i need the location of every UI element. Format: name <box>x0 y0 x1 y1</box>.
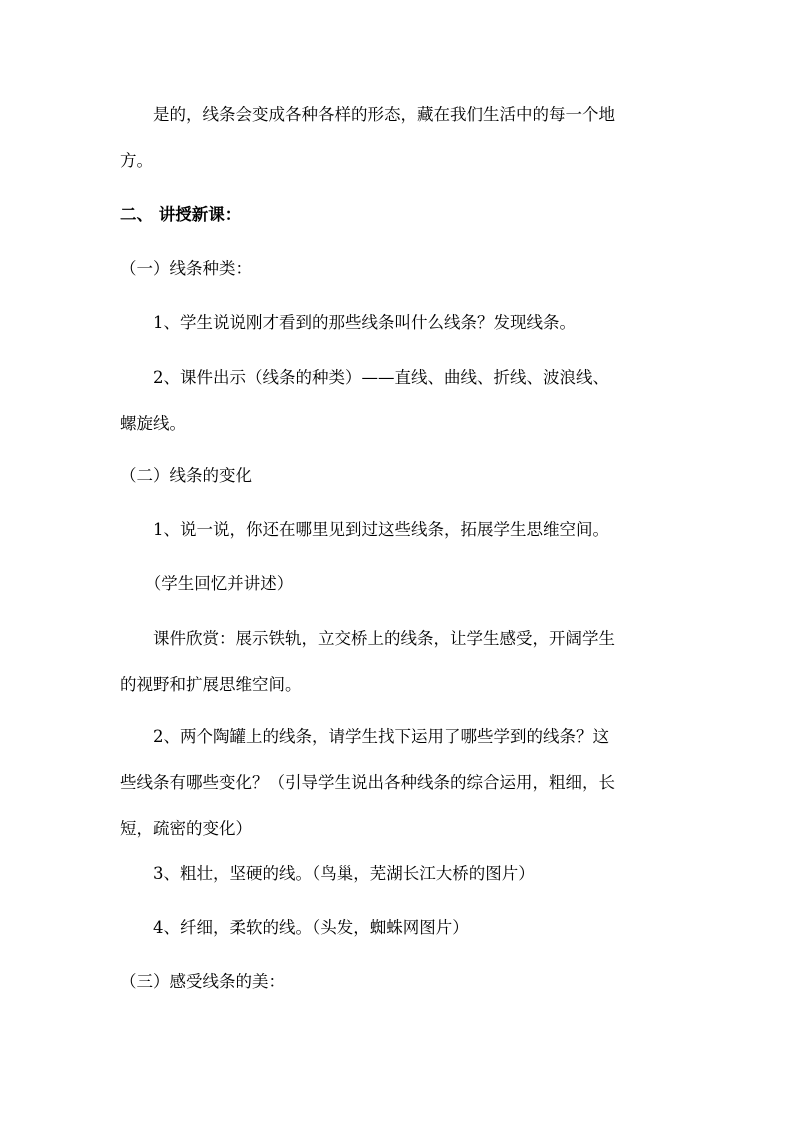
text-line: 课件欣赏：展示铁轨，立交桥上的线条，让学生感受，开阔学生 <box>120 629 615 648</box>
paragraph-item-2 <box>120 355 678 447</box>
text-line: 些线条有哪些变化？（引导学生说出各种线条的综合运用，粗细，长 <box>120 773 615 792</box>
paragraph-say-1 <box>120 507 678 553</box>
subsection-heading-line-beauty <box>120 959 678 1005</box>
text-line: 是的，线条会变成各种各样的形态，藏在我们生活中的每一个地 <box>120 105 615 124</box>
text-line: 1、说一说，你还在哪里见到过这些线条，拓展学生思维空间。 <box>120 520 609 539</box>
text-line: （一）线条种类： <box>120 259 252 278</box>
text-line: 2、课件出示（线条的种类）——直线、曲线、折线、波浪线、 <box>120 368 609 387</box>
subsection-heading-line-changes <box>120 453 678 499</box>
paragraph-item-3 <box>120 851 678 897</box>
paragraph-intro <box>120 92 678 184</box>
paragraph-courseware <box>120 616 678 708</box>
text-line: 4、纤细，柔软的线。（头发，蜘蛛网图片） <box>120 918 469 937</box>
subsection-heading-line-types <box>120 246 678 292</box>
text-line: 二、 讲授新课： <box>120 205 242 224</box>
text-line: （三）感受线条的美： <box>120 972 285 991</box>
text-line: （学生回忆并讲述） <box>120 574 294 593</box>
paragraph-item-4 <box>120 905 678 951</box>
paragraph-student-recall <box>120 561 678 607</box>
section-heading-teaching <box>120 192 678 238</box>
paragraph-item-1 <box>120 300 678 346</box>
text-line: 短，疏密的变化） <box>120 819 252 838</box>
text-line: 3、粗壮，坚硬的线。（鸟巢，芜湖长江大桥的图片） <box>120 864 535 883</box>
text-line: 螺旋线。 <box>120 414 186 433</box>
text-line: （二）线条的变化 <box>120 466 252 485</box>
paragraph-pottery <box>120 714 678 852</box>
text-line: 1、学生说说刚才看到的那些线条叫什么线条？发现线条。 <box>120 313 576 332</box>
text-line: 方。 <box>120 151 153 170</box>
text-line: 的视野和扩展思维空间。 <box>120 675 302 694</box>
text-line: 2、两个陶罐上的线条，请学生找下运用了哪些学到的线条？这 <box>120 727 609 746</box>
